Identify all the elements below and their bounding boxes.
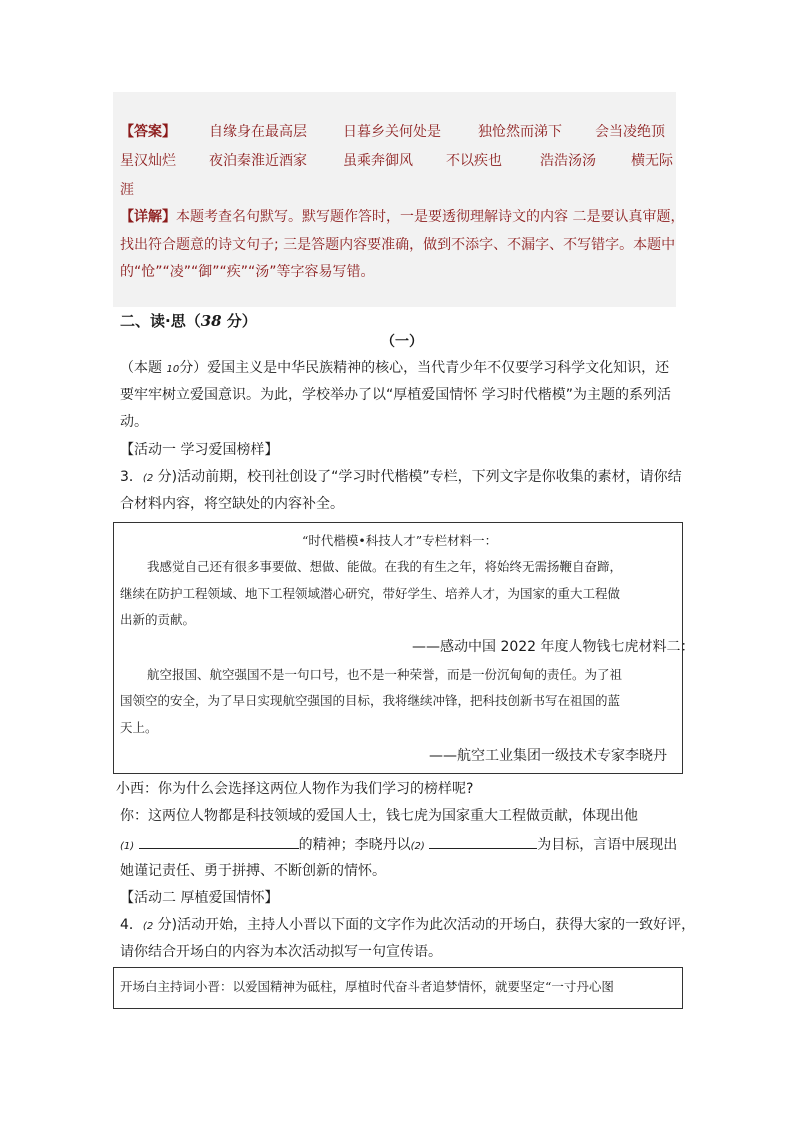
answer-item: 星汉灿烂 [120, 153, 176, 169]
answer-item: 横无际 [631, 153, 673, 169]
section-title: 二、读·思（38 分） [120, 312, 257, 330]
answer-item: 会当凌绝顶 [595, 124, 665, 140]
material-paragraph-line: 出新的贡献。 [120, 612, 196, 627]
intro-line: 动。 [120, 414, 148, 430]
material-paragraph-line: 继续在防护工程领域、地下工程领域潜心研究，带好学生、培养人才，为国家的重大工程做 [120, 586, 621, 601]
detail-line: 的“怆”“凌”“御”“疾”“汤”等字容易写错。 [120, 264, 375, 280]
blank-number-1: (1) [120, 841, 135, 852]
answer-blank-2[interactable] [429, 834, 537, 849]
answer-item: 不以疾也 [446, 153, 502, 169]
answer-item: 虽乘奔御风 [343, 153, 413, 169]
material-paragraph-line: 航空报国、航空强国不是一句口号，也不是一种荣誉，而是一份沉甸甸的责任。为了祖 [147, 667, 623, 682]
dialog-question: 小西：你为什么会选择这两位人物作为我们学习的榜样呢? [116, 781, 474, 797]
answer-item: 夜泊秦淮近酒家 [209, 153, 307, 169]
question-3-line: 3．(2 分)活动前期，校刊社创设了“学习时代楷模”专栏，下列文字是你收集的素材，请你结 [120, 469, 682, 485]
answer-item: 涯 [120, 182, 134, 198]
detail-label: 【详解】 [120, 209, 176, 225]
material-paragraph-line: 天上。 [120, 720, 158, 735]
blank-number-2: (2) [410, 841, 425, 852]
answer-blank-1[interactable] [139, 834, 299, 849]
dialog-answer-line: (1) 的精神；李晓丹以(2) 为目标，言语中展现出 [120, 834, 677, 857]
activity-two-heading: 【活动二 厚植爱国情怀】 [120, 890, 279, 906]
material-source: ——航空工业集团一级技术专家李晓丹 [429, 748, 667, 764]
activity-one-heading: 【活动一 学习爱国榜样】 [120, 442, 279, 458]
dialog-answer-line: 她谨记责任、勇于拼搏、不断创新的情怀。 [120, 863, 386, 879]
question-3-line: 合材料内容，将空缺处的内容补全。 [120, 496, 344, 512]
question-4-line: 请你结合开场白的内容为本次活动拟写一句宣传语。 [120, 944, 442, 960]
detail-line: 找出符合题意的诗文句子; 三是答题内容要准确，做到不添字、不漏字、不写错字。本题中 [120, 237, 676, 253]
material-paragraph-line: 我感觉自己还有很多事要做、想做、能做。在我的有生之年，将始终无需扬鞭自奋蹄， [147, 559, 623, 574]
dialog-answer-line: 你：这两位人物都是科技领域的爱国人士，钱七虎为国家重大工程做贡献，体现出他 [120, 808, 638, 824]
section-subtitle: （一） [381, 334, 423, 350]
opening-text: 开场白主持词小晋：以爱国精神为砥柱，厚植时代奋斗者追梦情怀，就要坚定“一寸丹心图 [120, 979, 614, 994]
answer-item: 自缘身在最高层 [209, 124, 307, 140]
material-heading: “时代楷模•科技人才”专栏材料一： [302, 533, 498, 548]
detail-line [120, 207, 684, 227]
answer-label: 【答案】 [120, 124, 176, 140]
answer-item: 浩浩汤汤 [540, 153, 596, 169]
material-paragraph-line: 国领空的安全，为了早日实现航空强国的目标，我将继续冲锋，把科技创新书写在祖国的蓝 [120, 693, 621, 708]
answer-item: 日暮乡关何处是 [343, 124, 441, 140]
detail-text: 本题考查名句默写。默写题作答时，一是要透彻理解诗文的内容 二是要认真审题， [176, 209, 685, 225]
answer-item: 独怆然而涕下 [478, 124, 562, 140]
question-4-line: 4．(2 分)活动开始，主持人小晋以下面的文字作为此次活动的开场白，获得大家的一致好评， [120, 917, 696, 933]
intro-line: 要牢牢树立爱国意识。为此，学校举办了以“厚植爱国情怀 学习时代楷模”为主题的系列活 [120, 387, 671, 403]
intro-line: （本题 10分）爱国主义是中华民族精神的核心，当代青少年不仅要学习科学文化知识，还 [120, 360, 670, 376]
material-source: ——感动中国 2022 年度人物钱七虎材料二： [412, 639, 695, 655]
